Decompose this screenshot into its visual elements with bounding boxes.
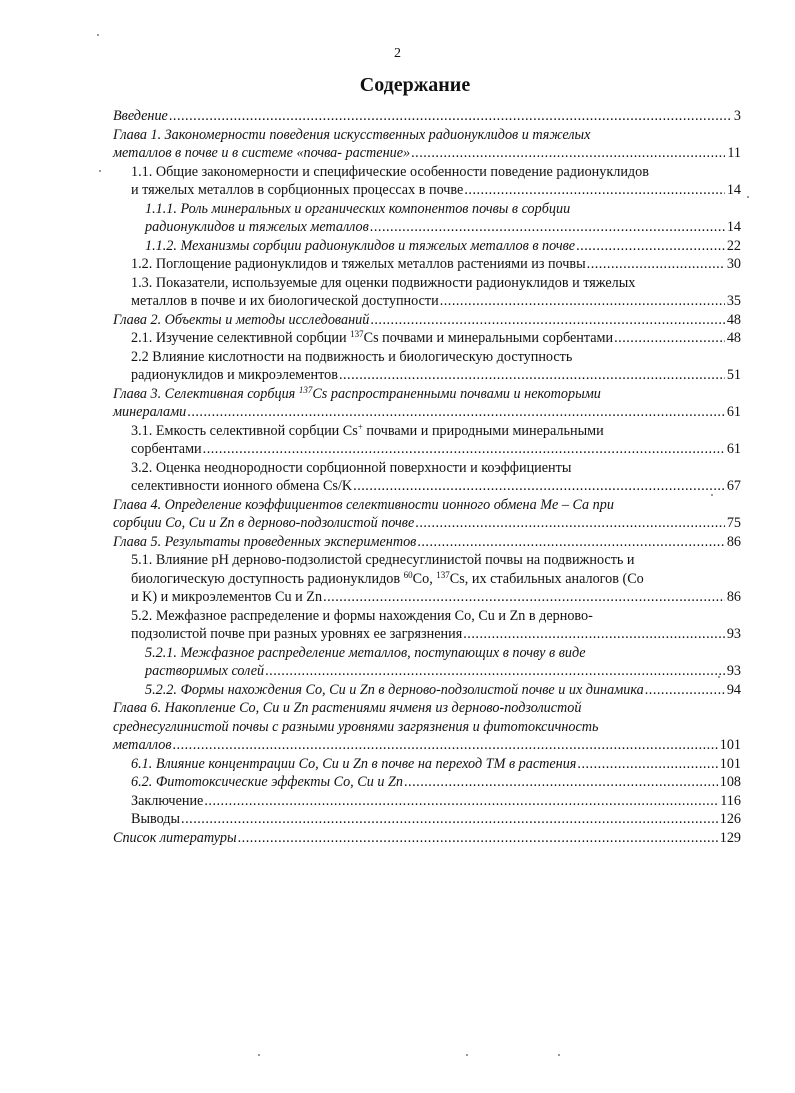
toc-entry[interactable] xyxy=(113,385,741,422)
dot-leader xyxy=(353,477,725,496)
toc-entry-last-line xyxy=(131,440,741,459)
toc-entry-title: 1.2. Поглощение радионуклидов и тяжелых металлов растениями из почвы xyxy=(131,256,586,272)
toc-entry[interactable] xyxy=(113,311,741,330)
page-ref: 93 xyxy=(726,663,741,679)
toc-entry-last-line xyxy=(113,829,741,848)
toc-entry-title: минералами xyxy=(113,404,187,420)
page-ref: 30 xyxy=(726,256,741,272)
text-part: Co, xyxy=(412,570,437,587)
toc-entry-last-line xyxy=(145,681,741,700)
dot-leader xyxy=(463,625,725,644)
dot-leader xyxy=(464,181,724,200)
dot-leader xyxy=(204,792,718,811)
page-ref: 126 xyxy=(719,811,741,827)
toc-entry-line: 1.3. Показатели, используемые для оценки подвижности радионуклидов и тяжелых xyxy=(131,274,636,291)
dot-leader xyxy=(265,662,725,681)
toc-entry-title: Выводы xyxy=(131,811,181,827)
toc-entry-title: металлов xyxy=(113,737,172,753)
dot-leader xyxy=(370,311,725,330)
page-ref: 61 xyxy=(726,441,741,457)
dot-leader xyxy=(577,755,717,774)
toc-entry-line: 2.2 Влияние кислотности на подвижность и биологическую доступность xyxy=(131,348,573,365)
toc-entry-last-line xyxy=(113,311,741,330)
toc-entry-last-line xyxy=(113,514,741,533)
dot-leader xyxy=(203,440,725,459)
toc-entry[interactable] xyxy=(113,681,741,700)
toc-entry-line xyxy=(113,385,741,404)
toc-entry-title: металлов в почве и в системе «почва- растение» xyxy=(113,145,411,161)
toc-entry[interactable] xyxy=(113,163,741,200)
toc-entry[interactable] xyxy=(113,459,741,496)
scan-speck xyxy=(466,1054,468,1056)
toc-entry-last-line xyxy=(145,218,741,237)
page-ref: 116 xyxy=(720,792,741,809)
page-ref: 93 xyxy=(726,626,741,642)
text-part: Cs распространенными почвами и некоторыми xyxy=(312,385,601,402)
page-ref: 86 xyxy=(726,589,741,605)
page-title: Содержание xyxy=(359,74,471,96)
dot-leader xyxy=(440,292,725,311)
dot-leader xyxy=(172,736,717,755)
toc-entry[interactable] xyxy=(113,755,741,774)
toc-entry[interactable] xyxy=(113,496,741,533)
text-part: Глава 3. Селективная сорбция xyxy=(113,385,299,402)
dot-leader xyxy=(614,329,725,348)
toc-entry-last-line xyxy=(113,736,741,755)
scan-speck xyxy=(558,1054,560,1056)
dot-leader xyxy=(415,514,725,533)
toc-entry-line: 1.1. Общие закономерности и специфические особенности поведение радионуклидов xyxy=(131,163,649,180)
page-ref: 86 xyxy=(726,533,741,550)
scan-speck xyxy=(99,170,101,172)
dot-leader xyxy=(169,107,732,126)
toc-entry-line: 5.2. Межфазное распределение и формы нахождения Co, Cu и Zn в дерново- xyxy=(131,607,593,624)
superscript: + xyxy=(357,421,363,432)
dot-leader xyxy=(323,588,725,607)
toc-entry[interactable] xyxy=(113,237,741,256)
toc-entry-last-line xyxy=(131,329,741,348)
toc-entry-last-line xyxy=(113,107,741,126)
toc-entry[interactable] xyxy=(113,200,741,237)
toc-entry[interactable] xyxy=(113,107,741,126)
toc-entry-title: металлов в почве и их биологической доступности xyxy=(131,293,439,309)
page-ref: 3 xyxy=(733,108,741,124)
scan-speck xyxy=(747,196,749,198)
toc-entry-title: 5.2.2. Формы нахождения Co, Cu и Zn в дерново-подзолистой почве и их динамика xyxy=(145,681,644,698)
toc-entry-title: Глава 2. Объекты и методы исследований xyxy=(113,311,370,328)
dot-leader xyxy=(238,829,718,848)
toc-entry[interactable] xyxy=(113,533,741,552)
text-part: Cs почвами и минеральными сорбентами xyxy=(363,330,614,346)
page-ref: 94 xyxy=(726,681,741,698)
toc-entry[interactable] xyxy=(113,422,741,459)
toc-entry[interactable] xyxy=(113,329,741,348)
toc-entry-title: Введение xyxy=(113,108,168,124)
toc-entry-line: 3.2. Оценка неоднородности сорбционной поверхности и коэффициенты xyxy=(131,459,572,476)
superscript: 137 xyxy=(350,329,364,339)
dot-leader xyxy=(587,255,725,274)
toc-entry-last-line xyxy=(113,533,741,552)
page-ref: 35 xyxy=(726,293,741,309)
dot-leader xyxy=(404,773,718,792)
toc-entry-line: 1.1.1. Роль минеральных и органических компонентов почвы в сорбции xyxy=(145,200,571,217)
toc-entry-last-line xyxy=(131,477,741,496)
toc-entry-last-line xyxy=(131,755,741,774)
page-ref: 75 xyxy=(726,515,741,531)
dot-leader xyxy=(339,366,725,385)
page-ref: 14 xyxy=(726,182,741,198)
toc-entry-title: сорбентами xyxy=(131,441,202,457)
page-ref: 101 xyxy=(719,737,741,753)
toc-entry-last-line xyxy=(131,810,741,829)
toc-entry-last-line xyxy=(131,181,741,200)
text-part: 3.1. Емкость селективной сорбции Cs xyxy=(131,422,358,439)
page-ref: 129 xyxy=(719,829,741,846)
toc-entry-last-line xyxy=(131,773,741,792)
toc-entry-title: 1.1.2. Механизмы сорбции радионуклидов и тяжелых металлов в почве xyxy=(145,237,576,254)
scan-speck xyxy=(258,1054,260,1056)
toc-entry-last-line xyxy=(131,625,741,644)
toc-entry-title: и K) и микроэлементов Cu и Zn xyxy=(131,589,323,605)
page-ref: 67 xyxy=(726,478,741,494)
toc-entry[interactable] xyxy=(113,274,741,311)
toc-entry-line: 5.1. Влияние pH дерново-подзолистой среднесуглинистой почвы на подвижность и xyxy=(131,552,635,568)
page-ref: 101 xyxy=(719,755,741,772)
toc-entry[interactable] xyxy=(113,255,741,274)
dot-leader xyxy=(417,533,724,552)
table-of-contents xyxy=(113,107,741,847)
toc-entry[interactable] xyxy=(113,773,741,792)
toc-entry-title: селективности ионного обмена Cs/K xyxy=(131,478,353,494)
toc-entry-last-line xyxy=(131,588,741,607)
toc-entry[interactable] xyxy=(113,126,741,163)
toc-entry-line: 5.2.1. Межфазное распределение металлов, поступающих в почву в виде xyxy=(145,644,586,661)
page-ref: 48 xyxy=(726,311,741,328)
toc-entry-title: Заключение xyxy=(131,792,204,809)
toc-entry[interactable] xyxy=(113,810,741,829)
toc-entry[interactable] xyxy=(113,644,741,681)
toc-entry[interactable] xyxy=(113,551,741,607)
dot-leader xyxy=(181,810,718,829)
toc-entry-line xyxy=(131,570,741,589)
toc-entry-last-line xyxy=(113,403,741,422)
toc-entry-title: 6.1. Влияние концентрации Co, Cu и Zn в почве на переход ТМ в растения xyxy=(131,755,577,772)
superscript: 60 xyxy=(403,569,413,580)
scan-speck xyxy=(718,676,720,678)
toc-entry[interactable] xyxy=(113,348,741,385)
scan-speck xyxy=(711,494,713,496)
toc-entry-title: радионуклидов и микроэлементов xyxy=(131,367,338,383)
toc-entry-last-line xyxy=(145,237,741,256)
toc-entry-title: Глава 5. Результаты проведенных экспериментов xyxy=(113,533,417,550)
toc-entry-title: Список литературы xyxy=(113,829,237,846)
page-ref: 14 xyxy=(726,219,741,235)
dot-leader xyxy=(370,218,725,237)
toc-entry-title: радионуклидов и тяжелых металлов xyxy=(145,219,369,235)
toc-entry-title: подзолистой почве при разных уровнях ее загрязнения xyxy=(131,626,463,642)
scan-speck xyxy=(97,34,99,36)
toc-entry-last-line xyxy=(131,792,741,811)
toc-entry[interactable] xyxy=(113,699,741,755)
page-ref: 51 xyxy=(726,367,741,383)
toc-entry-last-line xyxy=(131,366,741,385)
page-ref: 108 xyxy=(719,774,741,790)
page-ref: 48 xyxy=(726,330,741,346)
toc-entry-last-line xyxy=(145,662,741,681)
toc-entry-line: Глава 6. Накопление Co, Cu и Zn растениями ячменя из дерново-подзолистой xyxy=(113,700,582,716)
page-ref: 11 xyxy=(727,145,741,161)
toc-entry-title: и тяжелых металлов в сорбционных процессах в почве xyxy=(131,182,464,198)
toc-entry-title: растворимых солей xyxy=(145,663,265,679)
text-part: биологическую доступность радионуклидов xyxy=(131,570,404,587)
toc-entry[interactable] xyxy=(113,829,741,848)
toc-entry-title: сорбции Co, Cu и Zn в дерново-подзолистой почве xyxy=(113,515,415,531)
toc-entry-line: Глава 1. Закономерности поведения искусственных радионуклидов и тяжелых xyxy=(113,126,591,143)
text-part: 2.1. Изучение селективной сорбции xyxy=(131,330,351,346)
superscript: 137 xyxy=(436,569,450,580)
page-number: 2 xyxy=(394,46,401,61)
dot-leader xyxy=(645,681,725,700)
superscript: 137 xyxy=(298,384,313,395)
dot-leader xyxy=(187,403,725,422)
toc-entry-last-line xyxy=(131,292,741,311)
toc-entry-last-line xyxy=(131,255,741,274)
toc-entry[interactable] xyxy=(113,792,741,811)
toc-entry-title xyxy=(131,329,613,348)
page-ref: 61 xyxy=(726,404,741,420)
toc-entry-line: Глава 4. Определение коэффициентов селективности ионного обмена Me – Ca при xyxy=(113,496,614,513)
toc-entry-line: среднесуглинистой почвы с разными уровнями загрязнения и фитотоксичность xyxy=(113,718,599,735)
toc-entry-line xyxy=(131,422,741,441)
toc-entry-title: 6.2. Фитотоксические эффекты Co, Cu и Zn xyxy=(131,774,403,790)
text-part: почвами и природными минеральными xyxy=(362,422,604,439)
toc-entry[interactable] xyxy=(113,607,741,644)
page-ref: 22 xyxy=(726,237,741,254)
text-part: Cs, их стабильных аналогов (Co xyxy=(449,570,644,587)
dot-leader xyxy=(411,144,725,163)
dot-leader xyxy=(576,237,725,256)
toc-entry-last-line xyxy=(113,144,741,163)
